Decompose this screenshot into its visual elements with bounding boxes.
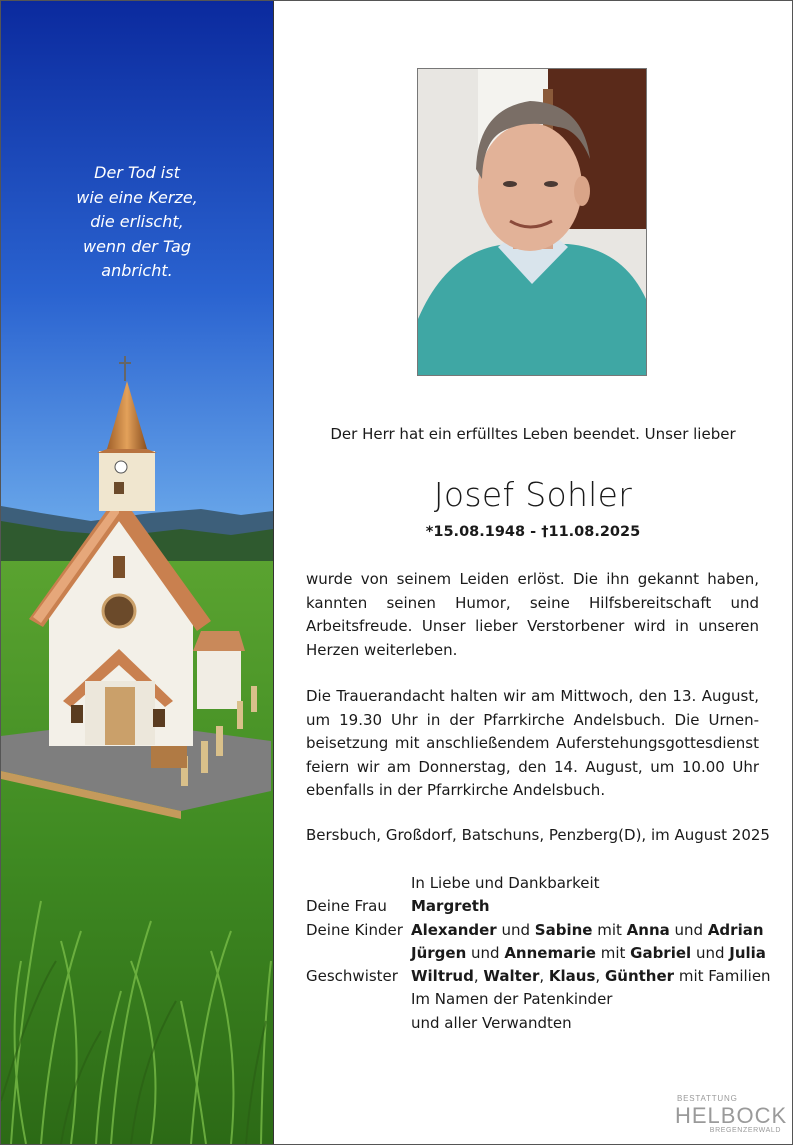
quote-line: Der Tod ist bbox=[94, 163, 180, 182]
mourners-row bbox=[306, 965, 776, 988]
text-line: feiern wir am Donnerstag, den 14. August, um 10.00 Uhr bbox=[306, 757, 759, 776]
text-line: Die Trauerandacht halten wir am Mittwoch, den 13. August, bbox=[306, 687, 759, 705]
person-portrait-image bbox=[418, 69, 646, 375]
relation-label: Geschwister bbox=[306, 967, 398, 986]
relation-label: Deine Kinder bbox=[306, 920, 403, 939]
quote-line: wenn der Tag bbox=[82, 236, 191, 256]
mourner-name: Günther bbox=[604, 967, 675, 986]
mourner-name: Gabriel bbox=[630, 943, 692, 962]
connector-text: und bbox=[691, 943, 730, 962]
mourner-name: Annemarie bbox=[504, 943, 596, 962]
mourner-name: Alexander bbox=[411, 920, 497, 939]
text-line: wurde von seinem Leiden erlöst. Die ihn gekannt haben, bbox=[306, 570, 759, 588]
relation-label: Deine Frau bbox=[306, 897, 387, 916]
quote-line: wie eine Kerze, bbox=[76, 187, 198, 207]
mourner-name: Klaus bbox=[548, 967, 596, 986]
mourners-row bbox=[306, 872, 776, 895]
logo-top-text: BESTATTUNG bbox=[677, 1094, 738, 1103]
godchildren-line: Im Namen der Patenkinder bbox=[411, 990, 613, 1009]
text-line: beisetzung mit anschließendem Auferstehungsgottesdienst bbox=[306, 734, 759, 752]
logo-region-text: BREGENZERWALD bbox=[709, 1127, 781, 1134]
text-line: ebenfalls in der Pfarrkirche Andelsbuch. bbox=[306, 781, 606, 799]
mourner-name: Jürgen bbox=[411, 943, 467, 962]
mourners-row bbox=[306, 942, 776, 965]
side-panel-image bbox=[1, 1, 274, 1144]
quote-line: anbricht. bbox=[101, 261, 173, 280]
opening-line: In Liebe und Dankbarkeit bbox=[411, 874, 600, 892]
mourner-name: Adrian bbox=[707, 920, 764, 939]
text-line: kannten seinen Humor, seine Hilfsbereitschaft und bbox=[306, 593, 759, 612]
text-line: um 19.30 Uhr in der Pfarrkirche Andelsbuch. Die Urnen- bbox=[306, 710, 759, 729]
connector-text: , bbox=[473, 967, 484, 986]
place-and-date: Bersbuch, Großdorf, Batschuns, Penzberg(D), im August 2025 bbox=[306, 826, 770, 844]
mourners-row bbox=[306, 919, 776, 942]
connector-text: und bbox=[466, 943, 505, 962]
text-line: Arbeitsfreude. Unser lieber Verstorbener wird in unseren bbox=[306, 617, 759, 635]
quote-line: die erlischt, bbox=[90, 212, 184, 231]
mourners-row bbox=[306, 988, 776, 1011]
connector-text: und bbox=[496, 920, 535, 939]
portrait-photo bbox=[417, 68, 647, 376]
mourner-name: Margreth bbox=[411, 897, 490, 916]
paragraph-passing bbox=[306, 568, 759, 662]
intro-text: Der Herr hat ein erfülltes Leben beendet. Unser lieber bbox=[330, 425, 736, 443]
connector-text: mit bbox=[595, 943, 631, 962]
mourner-name: Sabine bbox=[534, 920, 593, 939]
memorial-quote bbox=[1, 161, 273, 284]
mourner-name: Anna bbox=[626, 920, 670, 939]
text-line: Herzen weiterleben. bbox=[306, 640, 458, 659]
mourners-row bbox=[306, 895, 776, 918]
funeral-home-logo bbox=[673, 1094, 788, 1138]
connector-text: mit bbox=[592, 920, 627, 939]
connector-text: mit Familien bbox=[674, 967, 771, 986]
mourners-row bbox=[306, 1012, 776, 1035]
mourner-name: Julia bbox=[729, 943, 766, 962]
logo-name-text: HELBOCK bbox=[675, 1103, 788, 1128]
mourner-name: Wiltrud bbox=[411, 967, 474, 986]
paragraph-service bbox=[306, 685, 759, 803]
relatives-line: und aller Verwandten bbox=[411, 1013, 572, 1032]
connector-text: und bbox=[669, 920, 708, 939]
connector-text: , bbox=[595, 967, 605, 986]
deceased-name: Josef Sohler bbox=[433, 475, 633, 514]
connector-text: , bbox=[539, 967, 549, 986]
mourner-name: Walter bbox=[483, 967, 540, 986]
mourners-list bbox=[306, 872, 776, 1035]
life-dates: *15.08.1948 - †11.08.2025 bbox=[425, 524, 641, 540]
